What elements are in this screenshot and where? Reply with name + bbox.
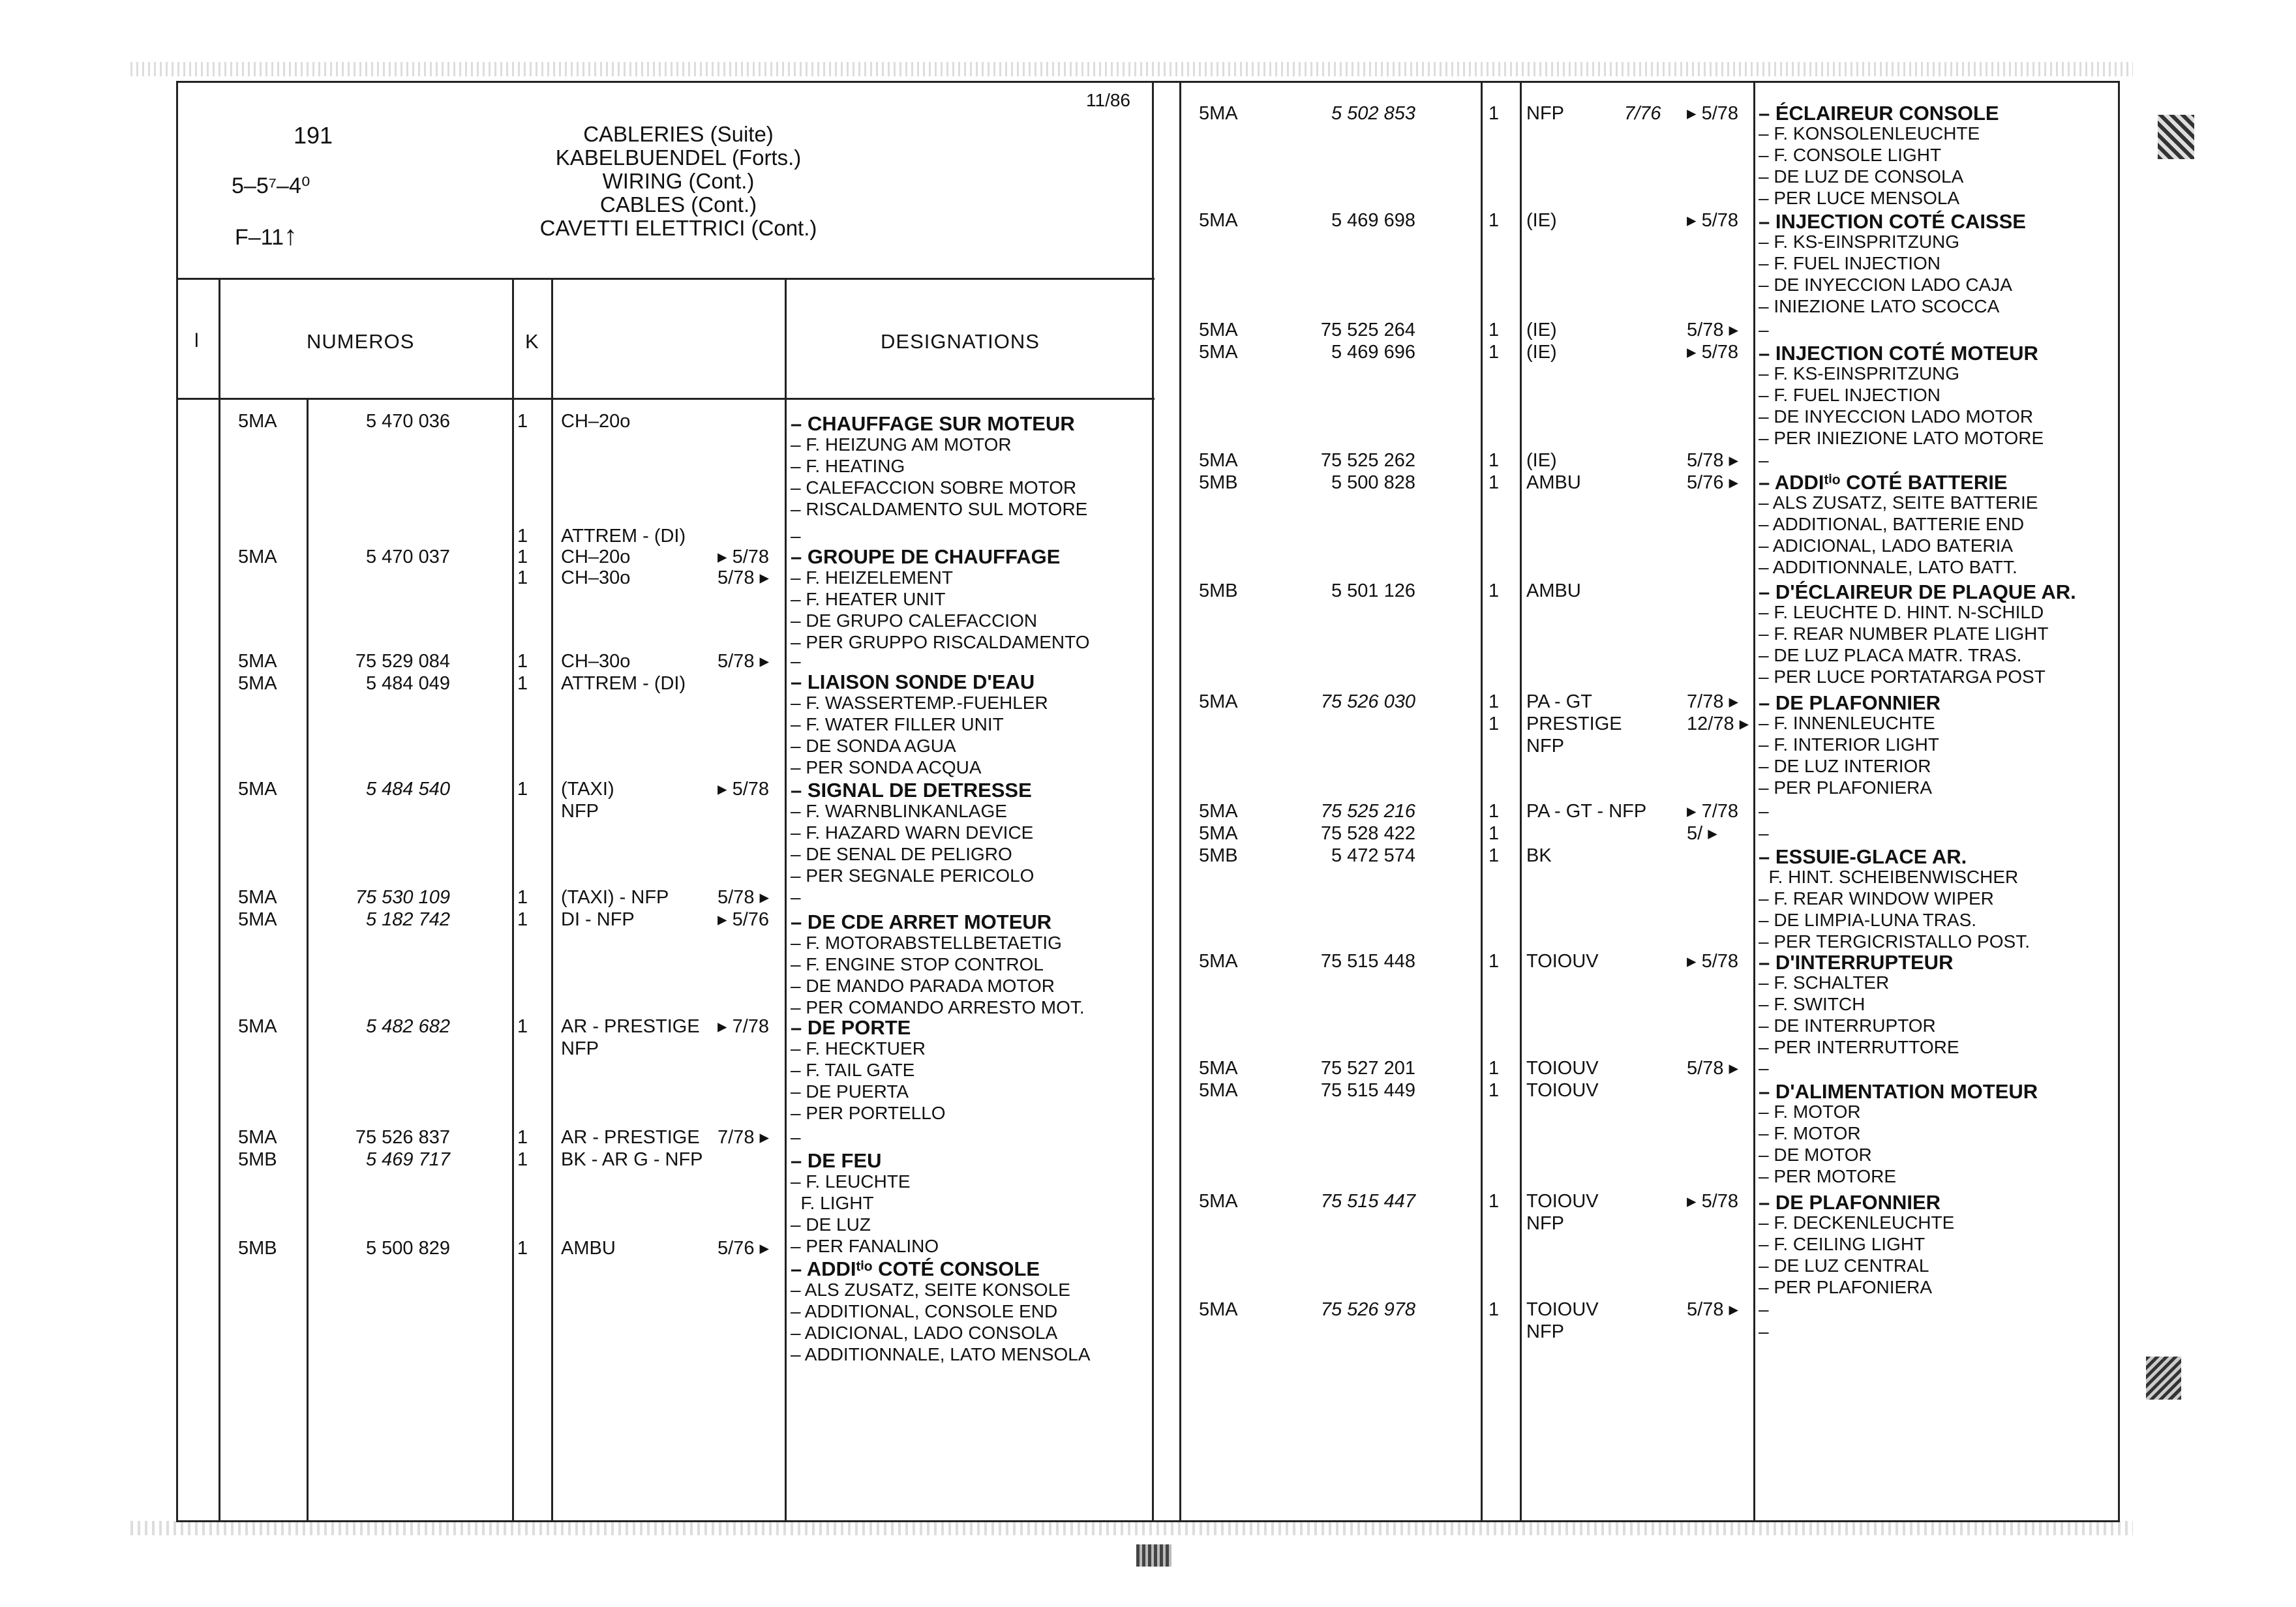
date-range: 5/ ▸ [1687,823,1717,844]
condition: ATTREM - (DI) [561,673,686,694]
part-number: 5 500 828 [1331,472,1415,493]
condition: (TAXI) [561,779,614,800]
part-code: 5MA [238,1127,277,1148]
corner-marker-bottom-right [2146,1357,2181,1400]
condition: (TAXI) - NFP [561,887,669,908]
designation-title: – ADDIᵗⁱᵒ COTÉ CONSOLE [791,1257,1040,1280]
header-title-line: CABLES (Cont.) [599,192,757,217]
designation-line: – F. KS-EINSPRITZUNG [1759,232,1960,252]
designation-line: – ADDITIONAL, CONSOLE END [791,1301,1058,1321]
designation-line: – DE GRUPO CALEFACCION [791,610,1038,631]
date-range: ▸ 5/78 [1687,103,1739,124]
designation-line: – PER FANALINO [791,1236,939,1256]
quantity: 1 [1488,845,1500,866]
quantity: 1 [517,547,528,567]
designation-line: – PER PORTELLO [791,1103,946,1123]
designation-line: – F. WATER FILLER UNIT [791,714,1004,734]
condition: AR - PRESTIGE [561,1127,700,1148]
quantity: 1 [517,1016,528,1037]
part-number: 75 529 084 [355,651,450,672]
designation-line: – PER LUCE PORTATARGA POST [1759,667,2046,687]
part-code: 5MB [1199,845,1238,866]
quantity: 1 [517,567,528,588]
designation-line: – F. MOTOR [1759,1102,1861,1122]
quantity: 1 [517,887,528,908]
part-number: 5 502 853 [1331,103,1415,124]
part-code: 5MA [1199,1058,1238,1079]
dash: – [1759,823,1769,843]
part-number: 75 515 449 [1320,1080,1415,1101]
condition: (IE) [1526,450,1557,471]
part-code: 5MA [1199,103,1238,124]
condition: PA - GT [1526,691,1592,712]
designation-line: – F. HECKTUER [791,1038,926,1059]
designation-line: – PER PLAFONIERA [1759,1277,1933,1297]
part-code: 5MA [238,673,277,694]
dash: – [1759,1321,1769,1342]
quantity: 1 [517,1238,528,1259]
part-number: 5 182 742 [365,909,450,930]
part-number: 75 525 216 [1320,801,1415,822]
header-title-line: CAVETTI ELETTRICI (Cont.) [539,216,817,240]
designation-line: – F. INNENLEUCHTE [1759,713,1935,733]
designation-line: – DE PUERTA [791,1081,909,1102]
designation-line: – DE LUZ CENTRAL [1759,1255,1929,1276]
designation-line: – DE MOTOR [1759,1145,1872,1165]
quantity: 1 [1488,823,1500,844]
dash: – [1759,801,1769,821]
up-arrow-icon: ↑ [283,220,297,250]
quantity: 1 [1488,450,1500,471]
part-number: 75 515 447 [1320,1191,1415,1212]
dash: – [1759,1058,1769,1078]
designation-line: – F. DECKENLEUCHTE [1759,1212,1955,1233]
part-code: 5MA [1199,1299,1238,1320]
part-code: 5MB [1199,580,1238,601]
part-code: 5MA [238,887,277,908]
scan-noise-bottom [130,1521,2133,1535]
designation-title: – D'ALIMENTATION MOTEUR [1759,1080,2038,1103]
part-number: 75 515 448 [1320,951,1415,972]
designation-line: – DE LUZ PLACA MATR. TRAS. [1759,645,2022,665]
quantity: 1 [517,779,528,800]
condition: AMBU [561,1238,616,1259]
quantity: 1 [1488,580,1500,601]
condition: ATTREM - (DI) [561,526,686,547]
col-line [1753,81,1755,1522]
designation-line: – ADICIONAL, LADO CONSOLA [791,1323,1058,1343]
designation-line: – DE LUZ [791,1214,871,1235]
part-code: 5MA [238,411,277,432]
designation-line: – F. WARNBLINKANLAGE [791,801,1007,821]
part-code: 5MA [1199,691,1238,712]
date-range: ▸ 5/76 [718,909,770,930]
condition: (IE) [1526,320,1557,340]
date-range: 5/78 ▸ [1687,1058,1739,1079]
designation-line: – RISCALDAMENTO SUL MOTORE [791,499,1088,519]
ref-line-1-main: 5–5 [232,173,269,198]
designation-title: – DE FEU [791,1149,882,1172]
header-titles [483,123,874,240]
designation-line: – F. KONSOLENLEUCHTE [1759,123,1980,143]
part-code: 5MB [238,1149,277,1170]
designation-title: – LIAISON SONDE D'EAU [791,670,1035,693]
condition: TOIOUV [1526,1299,1599,1320]
condition: CH–30o [561,567,631,588]
quantity: 1 [517,1127,528,1148]
designation-line: – F. ENGINE STOP CONTROL [791,954,1044,974]
part-number: 5 500 829 [365,1238,450,1259]
part-number: 5 469 717 [365,1149,450,1170]
designation-line: – ALS ZUSATZ, SEITE BATTERIE [1759,492,2038,513]
quantity: 1 [1488,1191,1500,1212]
quantity: 1 [517,909,528,930]
condition: TOIOUV [1526,1191,1599,1212]
quantity: 1 [1488,103,1500,124]
designation-line: – DE MANDO PARADA MOTOR [791,976,1055,996]
designation-title: – CHAUFFAGE SUR MOTEUR [791,412,1075,435]
condition: BK - AR G - NFP [561,1149,703,1170]
date-range: ▸ 7/78 [718,1016,770,1037]
designation-line: – PER GRUPPO RISCALDAMENTO [791,632,1090,652]
center-divider-a [1152,81,1154,1522]
condition: BK [1526,845,1552,866]
scan-noise-top [130,62,2133,76]
header-date: 11/86 [1086,90,1130,110]
designation-line: – F. CONSOLE LIGHT [1759,145,1942,165]
date-range: ▸ 5/78 [1687,210,1739,231]
designation-line: – F. REAR WINDOW WIPER [1759,888,1994,909]
center-divider-b [1179,81,1181,1522]
part-code: 5MA [238,1016,277,1037]
col-line [219,278,220,1522]
part-code: 5MA [1199,823,1238,844]
part-code: 5MA [238,547,277,567]
date-range: 5/76 ▸ [718,1238,770,1259]
part-number: 75 525 262 [1320,450,1415,471]
col-line [551,278,553,1522]
designation-title: – INJECTION COTÉ CAISSE [1759,210,2026,233]
part-code: 5MA [1199,1080,1238,1101]
designation-line: – ADICIONAL, LADO BATERIA [1759,535,2014,556]
designation-line: F. LIGHT [791,1193,874,1213]
header-title-line: KABELBUENDEL (Forts.) [555,145,802,170]
part-code: 5MA [238,779,277,800]
date-range: 5/78 ▸ [1687,1299,1739,1320]
designation-line: – DE LUZ DE CONSOLA [1759,166,1964,187]
condition: CH–30o [561,651,631,672]
designation-line: – F. FUEL INJECTION [1759,385,1941,405]
designation-line: – INIEZIONE LATO SCOCCA [1759,296,2000,316]
designation-line: – F. SCHALTER [1759,972,1890,993]
designation-line: – F. HEATING [791,456,905,476]
condition: NFP [561,801,599,822]
designation-line: – PER INIEZIONE LATO MOTORE [1759,428,2044,448]
part-code: 5MA [1199,320,1238,340]
date-range: ▸ 5/78 [1687,951,1739,972]
part-number: 5 501 126 [1331,580,1415,601]
designation-line: – F. LEUCHTE D. HINT. N-SCHILD [1759,602,2044,622]
date-range: 12/78 ▸ [1687,713,1749,734]
dash: – [791,887,801,907]
part-code: 5MB [238,1238,277,1259]
dash: – [791,526,801,546]
part-number: 5 484 049 [365,673,450,694]
designation-title: – D'ÉCLAIREUR DE PLAQUE AR. [1759,580,2076,603]
condition: TOIOUV [1526,951,1599,972]
quantity: 1 [1488,691,1500,712]
part-code: 5MA [1199,801,1238,822]
part-code: 5MA [1199,210,1238,231]
designation-line: – F. MOTOR [1759,1123,1861,1143]
designation-title: – DE CDE ARRET MOTEUR [791,910,1052,933]
designation-line: – F. WASSERTEMP.-FUEHLER [791,693,1048,713]
quantity: 1 [1488,951,1500,972]
designation-title: – DE PLAFONNIER [1759,691,1941,714]
section-number: 191 [294,122,333,149]
designation-line: – DE LUZ INTERIOR [1759,756,1931,776]
designation-line: – F. FUEL INJECTION [1759,253,1941,273]
designation-title: – ESSUIE-GLACE AR. [1759,845,1967,868]
designation-line: – ALS ZUSATZ, SEITE KONSOLE [791,1280,1070,1300]
part-number: 5 482 682 [365,1016,450,1037]
page-footer-marker [1136,1544,1171,1567]
quantity: 1 [1488,210,1500,231]
quantity: 1 [1488,801,1500,822]
condition: PRESTIGE [1526,713,1622,734]
date-range: ▸ 5/78 [718,547,770,567]
designation-line: – ADDITIONAL, BATTERIE END [1759,514,2025,534]
condition: AR - PRESTIGE [561,1016,700,1037]
designation-line: – PER SEGNALE PERICOLO [791,865,1035,886]
col-line [1481,81,1483,1522]
condition: NFP [1526,1321,1564,1342]
condition: NFP [561,1038,599,1059]
condition: AMBU [1526,580,1581,601]
condition: CH–20o [561,547,631,567]
date-range: 5/78 ▸ [718,887,770,908]
date-range: 5/78 ▸ [1687,320,1739,340]
ref-line-1 [232,175,310,197]
designation-line: – DE INYECCION LADO MOTOR [1759,406,2034,427]
date-range: 5/76 ▸ [1687,472,1739,493]
condition: NFP [1526,736,1564,757]
condition: DI - NFP [561,909,635,930]
ref-line-1-suffix: ⁷–4⁰ [268,173,310,198]
designation-title: – SIGNAL DE DETRESSE [791,779,1032,802]
designations-header: DESIGNATIONS [881,330,1040,353]
quantity: 1 [517,411,528,432]
designation-line: – F. HEATER UNIT [791,589,946,609]
condition: TOIOUV [1526,1080,1599,1101]
part-number: 75 526 837 [355,1127,450,1148]
quantity: 1 [517,526,528,547]
designation-line: – F. CEILING LIGHT [1759,1234,1926,1254]
header-divider [176,278,1155,280]
designation-line: – F. MOTORABSTELLBETAETIG [791,933,1062,953]
designation-line: – PER SONDA ACQUA [791,757,982,777]
designation-title: – D'INTERRUPTEUR [1759,951,1954,974]
designation-line: – F. INTERIOR LIGHT [1759,734,1939,755]
part-number: 75 530 109 [355,887,450,908]
date-range: ▸ 5/78 [1687,342,1739,363]
col-line [512,278,514,1522]
designation-line: – DE INTERRUPTOR [1759,1015,1936,1036]
designation-title: – DE PORTE [791,1016,911,1039]
condition: NFP [1526,103,1564,124]
designation-line: – PER INTERRUTTORE [1759,1037,1959,1057]
part-number: 75 527 201 [1320,1058,1415,1079]
header-title-line: WIRING (Cont.) [602,169,755,193]
designation-line: – F. REAR NUMBER PLATE LIGHT [1759,623,2049,644]
condition: (IE) [1526,210,1557,231]
dash: – [791,651,801,671]
designation-line: – CALEFACCION SOBRE MOTOR [791,477,1077,498]
corner-marker-top-right [2158,115,2194,159]
dash: – [1759,450,1769,470]
quantity: 1 [1488,472,1500,493]
designation-line: – ADDITIONNALE, LATO MENSOLA [791,1344,1091,1364]
date-range: ▸ 5/78 [1687,1191,1739,1212]
designation-line: – PER TERGICRISTALLO POST. [1759,931,2030,952]
designation-line: – PER COMANDO ARRESTO MOT. [791,997,1085,1017]
designation-title: – INJECTION COTÉ MOTEUR [1759,342,2038,365]
designation-line: – F. KS-EINSPRITZUNG [1759,363,1960,383]
date-range: 5/78 ▸ [718,651,770,672]
ref-line-2-main: F–11 [235,225,284,250]
part-number: 75 528 422 [1320,823,1415,844]
quantity: 1 [517,651,528,672]
designation-title: – DE PLAFONNIER [1759,1191,1941,1214]
part-number: 75 526 978 [1320,1299,1415,1320]
dash: – [1759,1299,1769,1319]
quantity: 1 [1488,342,1500,363]
designation-title: – ADDIᵗⁱᵒ COTÉ BATTERIE [1759,471,2008,494]
condition-extra: 7/76 [1624,103,1661,124]
designation-title: – GROUPE DE CHAUFFAGE [791,545,1061,568]
designation-line: – F. LEUCHTE [791,1171,911,1192]
date-range: 7/78 ▸ [718,1127,770,1148]
part-code: 5MB [1199,472,1238,493]
condition: (IE) [1526,342,1557,363]
date-range: ▸ 5/78 [718,779,770,800]
designation-line: F. HINT. SCHEIBENWISCHER [1759,867,2019,887]
date-range: 5/78 ▸ [1687,450,1739,471]
designation-line: – DE LIMPIA-LUNA TRAS. [1759,910,1977,930]
designation-line: – PER MOTORE [1759,1166,1897,1186]
designation-line: – PER LUCE MENSOLA [1759,188,1960,208]
quantity: 1 [1488,1299,1500,1320]
colheader-divider [176,398,1155,400]
quantity: 1 [517,1149,528,1170]
designation-line: – F. TAIL GATE [791,1060,915,1080]
designation-line: – F. HEIZUNG AM MOTOR [791,434,1012,455]
designation-line: – F. HAZARD WARN DEVICE [791,822,1034,843]
part-code: 5MA [1199,342,1238,363]
designation-line: – DE SONDA AGUA [791,736,956,756]
part-code: 5MA [238,651,277,672]
part-code: 5MA [1199,450,1238,471]
part-number: 5 484 540 [365,779,450,800]
designation-line: – F. HEIZELEMENT [791,567,953,588]
dash: – [1759,320,1769,340]
part-number: 5 469 698 [1331,210,1415,231]
quantity: 1 [1488,320,1500,340]
condition: CH–20o [561,411,631,432]
col-line [785,278,787,1522]
designation-line: – ADDITIONNALE, LATO BATT. [1759,557,2017,577]
part-code: 5MA [1199,1191,1238,1212]
designation-line: – F. SWITCH [1759,994,1865,1014]
designation-line: – PER PLAFONIERA [1759,777,1933,798]
designation-title: – ÉCLAIREUR CONSOLE [1759,102,1999,125]
condition: NFP [1526,1213,1564,1234]
part-code: 5MA [238,909,277,930]
numeros-header: NUMEROS [307,330,415,353]
k-header: K [525,330,539,353]
date-range: ▸ 7/78 [1687,801,1739,822]
date-range: 5/78 ▸ [718,567,770,588]
designation-line: – DE INYECCION LADO CAJA [1759,275,2012,295]
part-number: 75 526 030 [1320,691,1415,712]
part-number: 5 470 037 [365,547,450,567]
part-number: 5 470 036 [365,411,450,432]
condition: TOIOUV [1526,1058,1599,1079]
quantity: 1 [1488,1080,1500,1101]
ref-line-2 [235,222,297,249]
quantity: 1 [1488,1058,1500,1079]
designation-line: – DE SENAL DE PELIGRO [791,844,1012,864]
part-number: 75 525 264 [1320,320,1415,340]
dash: – [791,1127,801,1147]
part-number: 5 469 696 [1331,342,1415,363]
header-title-line: CABLERIES (Suite) [583,122,774,146]
left-marker: l [194,330,199,352]
condition: PA - GT - NFP [1526,801,1647,822]
quantity: 1 [1488,713,1500,734]
condition: AMBU [1526,472,1581,493]
part-number: 5 472 574 [1331,845,1415,866]
date-range: 7/78 ▸ [1687,691,1739,712]
col-line [1520,81,1522,1522]
quantity: 1 [517,673,528,694]
part-code: 5MA [1199,951,1238,972]
